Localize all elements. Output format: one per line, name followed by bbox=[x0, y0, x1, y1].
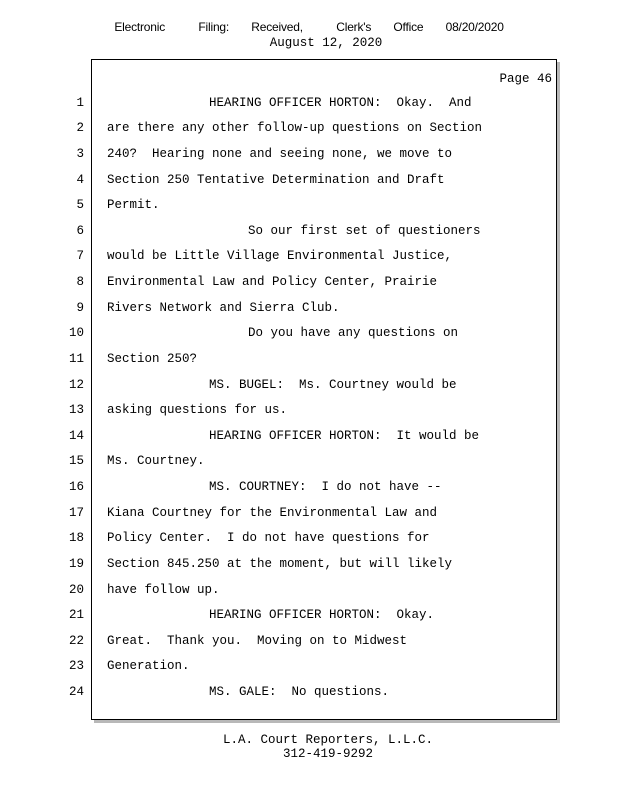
transcript-line: Section 250? bbox=[107, 352, 198, 366]
line-number: 16 bbox=[68, 480, 84, 494]
hearing-date: August 12, 2020 bbox=[269, 36, 383, 50]
line-number: 3 bbox=[76, 147, 84, 161]
transcript-line: Do you have any questions on bbox=[248, 326, 459, 340]
line-number: 6 bbox=[76, 224, 84, 238]
line-number: 11 bbox=[68, 352, 84, 366]
transcript-line: HEARING OFFICER HORTON: Okay. And bbox=[209, 96, 472, 110]
line-number: 21 bbox=[68, 608, 84, 622]
transcript-line: Rivers Network and Sierra Club. bbox=[107, 301, 340, 315]
transcript-line: asking questions for us. bbox=[107, 403, 288, 417]
transcript-line: Section 845.250 at the moment, but will likely bbox=[107, 557, 453, 571]
line-number: 2 bbox=[76, 121, 84, 135]
transcript-line: Environmental Law and Policy Center, Prairie bbox=[107, 275, 438, 289]
line-number: 4 bbox=[76, 173, 84, 187]
transcript-line: MS. BUGEL: Ms. Courtney would be bbox=[209, 378, 457, 392]
line-number: 20 bbox=[68, 583, 84, 597]
court-reporter-phone: 312-419-9292 bbox=[282, 747, 373, 761]
line-number: 24 bbox=[68, 685, 84, 699]
transcript-line: are there any other follow-up questions on Section bbox=[107, 121, 483, 135]
line-number: 22 bbox=[68, 634, 84, 648]
court-reporter-name: L.A. Court Reporters, L.L.C. bbox=[222, 733, 434, 747]
transcript-line: MS. GALE: No questions. bbox=[209, 685, 390, 699]
transcript-line: Policy Center. I do not have questions for bbox=[107, 531, 430, 545]
transcript-line: Section 250 Tentative Determination and Draft bbox=[107, 173, 445, 187]
line-number: 7 bbox=[76, 249, 84, 263]
line-number: 10 bbox=[68, 326, 84, 340]
transcript-line: Generation. bbox=[107, 659, 190, 673]
transcript-line: Ms. Courtney. bbox=[107, 454, 205, 468]
filing-stamp: Electronic Filing: Received, Clerk's Office 08/20/2020 bbox=[114, 20, 504, 34]
line-number: 9 bbox=[76, 301, 84, 315]
footer bbox=[0, 733, 618, 761]
transcript-line: HEARING OFFICER HORTON: Okay. bbox=[209, 608, 435, 622]
transcript-line: have follow up. bbox=[107, 583, 220, 597]
transcript-line: Great. Thank you. Moving on to Midwest bbox=[107, 634, 408, 648]
line-number: 14 bbox=[68, 429, 84, 443]
page-number: Page 46 bbox=[499, 72, 552, 86]
line-number: 17 bbox=[68, 506, 84, 520]
transcript-line: Kiana Courtney for the Environmental Law and bbox=[107, 506, 438, 520]
transcript-line: HEARING OFFICER HORTON: It would be bbox=[209, 429, 480, 443]
line-number: 18 bbox=[68, 531, 84, 545]
line-number: 12 bbox=[68, 378, 84, 392]
line-number: 15 bbox=[68, 454, 84, 468]
line-number: 1 bbox=[76, 96, 84, 110]
transcript-line: MS. COURTNEY: I do not have -- bbox=[209, 480, 442, 494]
transcript-line: Permit. bbox=[107, 198, 160, 212]
line-number: 19 bbox=[68, 557, 84, 571]
line-number: 8 bbox=[76, 275, 84, 289]
transcript-line: would be Little Village Environmental Justice, bbox=[107, 249, 453, 263]
line-number: 23 bbox=[68, 659, 84, 673]
line-number: 13 bbox=[68, 403, 84, 417]
transcript-line: So our first set of questioners bbox=[248, 224, 481, 238]
transcript-line: 240? Hearing none and seeing none, we move to bbox=[107, 147, 453, 161]
line-number: 5 bbox=[76, 198, 84, 212]
